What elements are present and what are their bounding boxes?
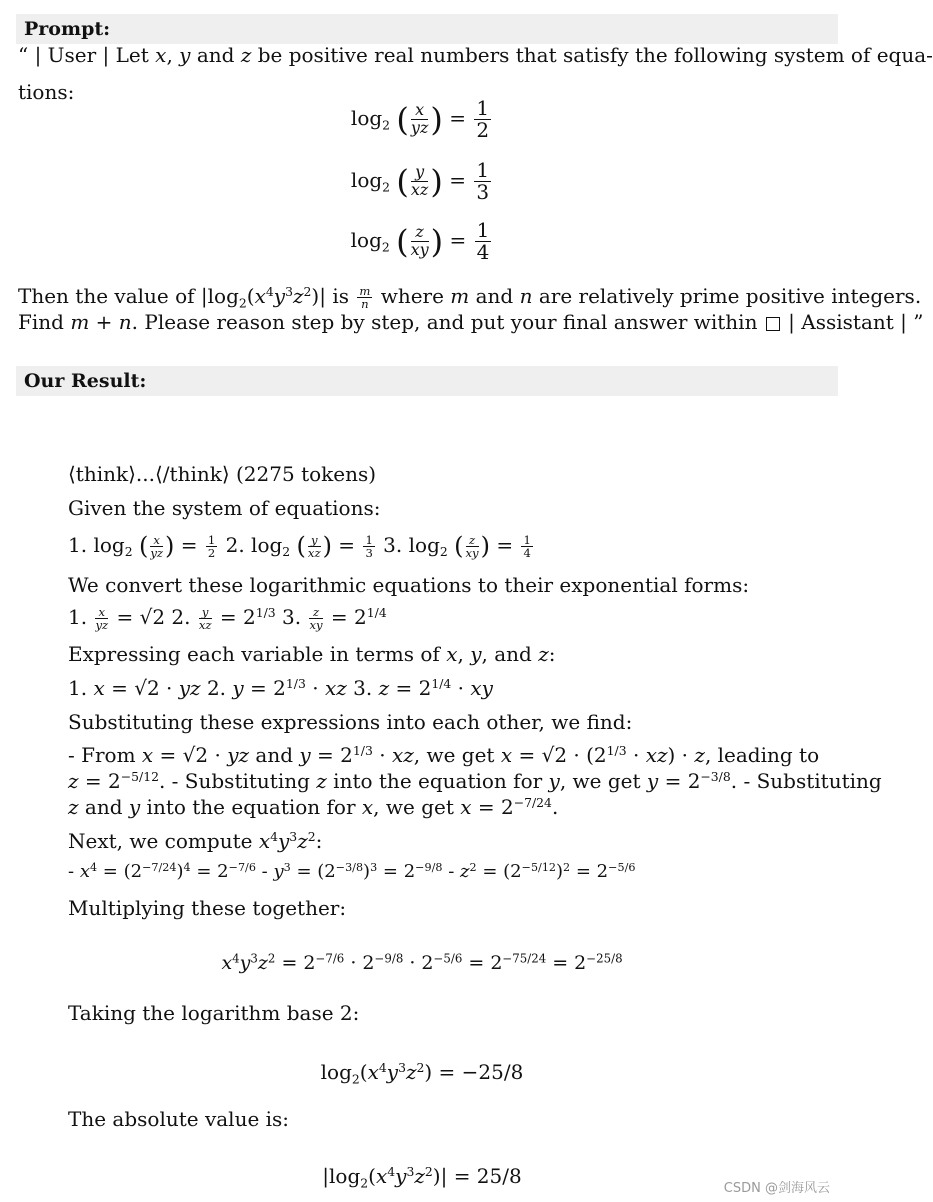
prompt-find-line: Find m + n. Please reason step by step, and put your final answer within | Assistant | ” xyxy=(18,310,924,334)
multiplying-line: Multiplying these together: xyxy=(68,896,347,920)
prompt-heading: Prompt: xyxy=(16,14,838,44)
given-equations: 1. $\log_2$ ( $\frac{x}{yz}$ ) = $\frac{1}{2}$ 2. $\log_2$ ( $\frac{y}{xz}$ ) = $\frac{1}{3}$ 3. $\log_2$ ( $\frac{z}{xy}$ ) = $\frac{1}{4}$ xyxy=(68,532,531,560)
log-result-equation: $\log_2(x^4y^3z^2) = -25/8$ xyxy=(320,1060,524,1087)
absolute-value-line: The absolute value is: xyxy=(68,1107,290,1131)
prompt-intro-wrap: tions: xyxy=(18,80,75,104)
given-line: Given the system of equations: xyxy=(68,496,381,520)
exponential-forms: 1. $\frac{x}{yz}$ = √2 2. $\frac{y}{xz}$ = $2^{1/3}$ 3. $\frac{z}{xy}$ = $2^{1/4}$ xyxy=(68,604,387,632)
convert-line: We convert these logarithmic equations to their exponential forms: xyxy=(68,573,750,597)
variable-expressions: 1. x = √2 · yz 2. $y = 2^{1/3}$ · xz 3. $z = 2^{1/4}$ · xy xyxy=(68,676,493,700)
result-heading: Our Result: xyxy=(16,366,838,396)
system-equation-2: $\log_2$ ( $\frac{y}{xz}$ ) = $\frac{1}{3}$ xyxy=(350,158,490,204)
answer-box-icon xyxy=(766,317,780,331)
substitution-step-2: $z = 2^{-5/12}$. - Substituting z into the equation for y, we get $y = 2^{-3/8}$. - Substituting xyxy=(68,769,882,793)
substituting-line: Substituting these expressions into each other, we find: xyxy=(68,710,633,734)
substitution-step-1: - From x = √2 · yz and $y = 2^{1/3}$ · xz, we get $x = √2 \cdot (2^{1/3} \cdot xz) \cdot z$, leading to xyxy=(68,743,820,767)
next-compute-line: Next, we compute $x^4y^3z^2$: xyxy=(68,829,323,853)
watermark: CSDN @剑海风云 xyxy=(723,1181,830,1196)
think-tokens: ⟨think⟩...⟨/think⟩ (2275 tokens) xyxy=(68,462,377,486)
prompt-intro-line: “ | User | Let x, y and z be positive real numbers that satisfy the following system of equa- xyxy=(18,43,933,67)
system-equation-3: $\log_2$ ( $\frac{z}{xy}$ ) = $\frac{1}{4}$ xyxy=(350,218,490,264)
prompt-then-line: Then the value of $|\log_2(x^4y^3z^2)|$ is $\frac{m}{n}$ where m and n are relatively prime positive integers. xyxy=(18,283,922,311)
substitution-step-3: z and y into the equation for x, we get $x = 2^{-7/24}$. xyxy=(68,795,559,819)
express-line: Expressing each variable in terms of x, y, and z: xyxy=(68,642,556,666)
power-computations: - $x^4 = (2^{-7/24})^4 = 2^{-7/6} - y^3 = (2^{-3/8})^3 = 2^{-9/8} - z^2 = (2^{-5/12})^2 = 2^{-5/6}$ xyxy=(68,860,636,882)
taking-log-line: Taking the logarithm base 2: xyxy=(68,1001,360,1025)
product-equation: $x^4y^3z^2 = 2^{-7/6} \cdot 2^{-9/8} \cdot 2^{-5/6} = 2^{-75/24} = 2^{-25/8}$ xyxy=(221,951,623,974)
system-equation-1: $\log_2$ ( $\frac{x}{yz}$ ) = $\frac{1}{2}$ xyxy=(350,96,490,142)
absolute-result-equation: $|\log_2(x^4y^3z^2)| = 25/8$ xyxy=(322,1164,522,1191)
